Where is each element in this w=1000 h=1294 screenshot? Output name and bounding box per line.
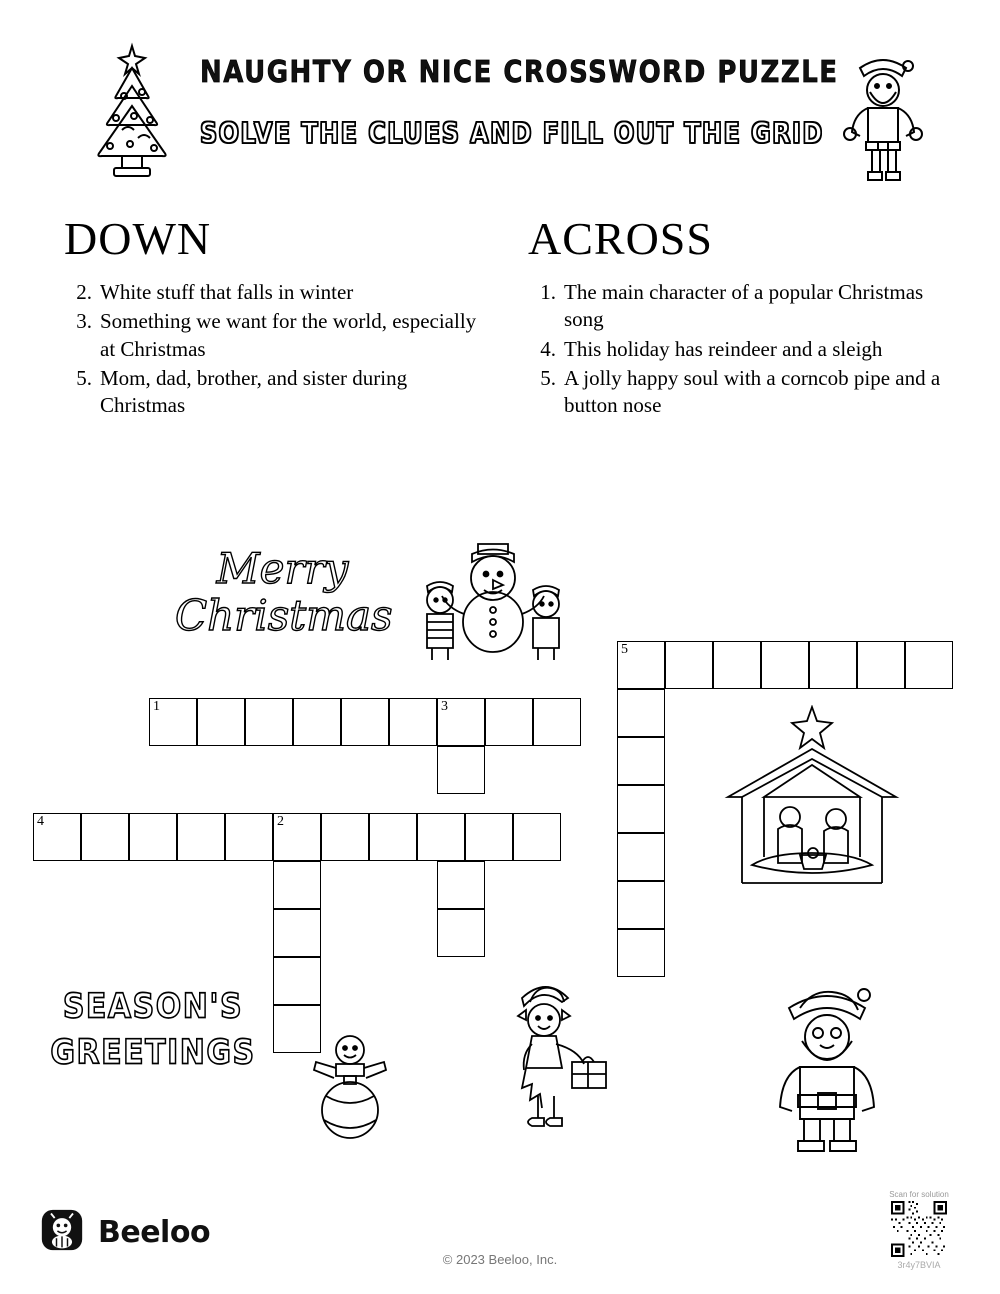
cell-number: 1	[153, 699, 160, 714]
seasons-line: SEASON'S	[62, 987, 244, 1027]
elf-with-gift-icon	[498, 978, 618, 1138]
clue-item	[64, 279, 484, 306]
crossword-cell[interactable]	[761, 641, 809, 689]
clue-text: A jolly happy soul with a corncob pipe and a button nose	[564, 365, 941, 418]
seasons-greetings-lettering	[38, 985, 268, 1097]
beeloo-logo	[40, 1208, 210, 1257]
clue-number: 5.	[540, 365, 556, 390]
clues-section	[0, 212, 1000, 502]
title-block	[200, 55, 839, 151]
crossword-cell[interactable]	[321, 813, 369, 861]
crossword-cell[interactable]	[417, 813, 465, 861]
crossword-cell[interactable]	[273, 909, 321, 957]
christmas-line: Christmas	[175, 591, 393, 641]
page-title: NAUGHTY OR NICE CROSSWORD PUZZLE	[200, 55, 839, 91]
down-clue-list	[64, 279, 484, 419]
crossword-cell[interactable]	[437, 861, 485, 909]
across-clue-list	[528, 279, 948, 419]
clue-number: 1.	[540, 280, 556, 304]
cell-number: 2	[277, 814, 284, 829]
clue-item	[64, 365, 484, 420]
crossword-cell[interactable]	[437, 746, 485, 794]
crossword-cell[interactable]	[389, 698, 437, 746]
crossword-cell[interactable]	[617, 785, 665, 833]
crossword-cell[interactable]	[905, 641, 953, 689]
gingerbread-ornament-icon	[310, 1028, 390, 1153]
clue-text: White stuff that falls in winter	[100, 280, 354, 304]
crossword-cell[interactable]	[617, 833, 665, 881]
nativity-scene-icon	[712, 705, 912, 905]
clue-item	[528, 336, 948, 363]
greetings-line: GREETINGS	[50, 1032, 256, 1072]
qr-id-text: 3r4y7BVIA	[897, 1260, 941, 1270]
crossword-cell[interactable]	[437, 698, 485, 746]
clue-number: 3.	[76, 309, 92, 334]
crossword-cell[interactable]	[177, 813, 225, 861]
crossword-cell[interactable]	[465, 813, 513, 861]
clue-text: This holiday has reindeer and a sleigh	[564, 336, 883, 361]
cell-number: 4	[37, 814, 44, 829]
crossword-cell[interactable]	[245, 698, 293, 746]
crossword-cell[interactable]	[129, 813, 177, 861]
crossword-cell[interactable]	[293, 698, 341, 746]
crossword-cell[interactable]	[513, 813, 561, 861]
clue-item	[528, 365, 948, 420]
crossword-cell[interactable]	[197, 698, 245, 746]
merry-christmas-lettering	[175, 544, 393, 660]
crossword-cell[interactable]	[273, 861, 321, 909]
clue-number: 2.	[76, 280, 92, 304]
crossword-cell[interactable]	[273, 813, 321, 861]
clue-text: The main character of a popular Christmas song	[564, 280, 924, 332]
crossword-cell[interactable]	[81, 813, 129, 861]
crossword-cell[interactable]	[485, 698, 533, 746]
crossword-cell[interactable]	[341, 698, 389, 746]
crossword-cell[interactable]	[437, 909, 485, 957]
crossword-cell[interactable]	[713, 641, 761, 689]
crossword-cell[interactable]	[809, 641, 857, 689]
santa-standing-icon	[742, 985, 912, 1155]
down-heading: DOWN	[64, 213, 212, 264]
crossword-cell[interactable]	[617, 737, 665, 785]
clue-text: Mom, dad, brother, and sister during Christmas	[100, 365, 408, 418]
qr-code-icon[interactable]	[891, 1201, 947, 1257]
qr-caption: Scan for solution	[889, 1190, 949, 1199]
crossword-cell[interactable]	[33, 813, 81, 861]
christmas-tree-icon	[72, 40, 192, 190]
crossword-cell[interactable]	[149, 698, 197, 746]
cell-number: 3	[441, 699, 448, 714]
clue-item	[528, 279, 948, 334]
santa-waving-icon	[828, 42, 938, 192]
crossword-cell[interactable]	[533, 698, 581, 746]
clues-across	[528, 212, 948, 421]
crossword-cell[interactable]	[617, 641, 665, 689]
across-heading: ACROSS	[528, 213, 713, 264]
crossword-cell[interactable]	[617, 881, 665, 929]
page-subtitle: SOLVE THE CLUES AND FILL OUT THE GRID	[200, 117, 824, 151]
merry-line: Merry	[216, 544, 349, 593]
clue-item	[64, 308, 484, 363]
crossword-cell[interactable]	[225, 813, 273, 861]
beeloo-wordmark: Beeloo	[98, 1215, 211, 1250]
crossword-cell[interactable]	[617, 689, 665, 737]
cell-number: 5	[621, 642, 628, 657]
page-footer	[0, 1180, 1000, 1294]
copyright-text: © 2023 Beeloo, Inc.	[442, 1252, 558, 1267]
crossword-cell[interactable]	[273, 1005, 321, 1053]
snowman-scene-icon	[398, 530, 588, 670]
clue-number: 4.	[540, 336, 556, 361]
clue-number: 5.	[76, 365, 92, 390]
crossword-cell[interactable]	[617, 929, 665, 977]
crossword-cell[interactable]	[857, 641, 905, 689]
beeloo-bee-icon	[40, 1208, 84, 1257]
clues-down	[64, 212, 484, 421]
crossword-cell[interactable]	[665, 641, 713, 689]
crossword-cell[interactable]	[369, 813, 417, 861]
clue-text: Something we want for the world, especially at Christmas	[100, 309, 477, 361]
qr-block	[876, 1190, 962, 1270]
crossword-cell[interactable]	[273, 957, 321, 1005]
page-header	[0, 0, 1000, 210]
